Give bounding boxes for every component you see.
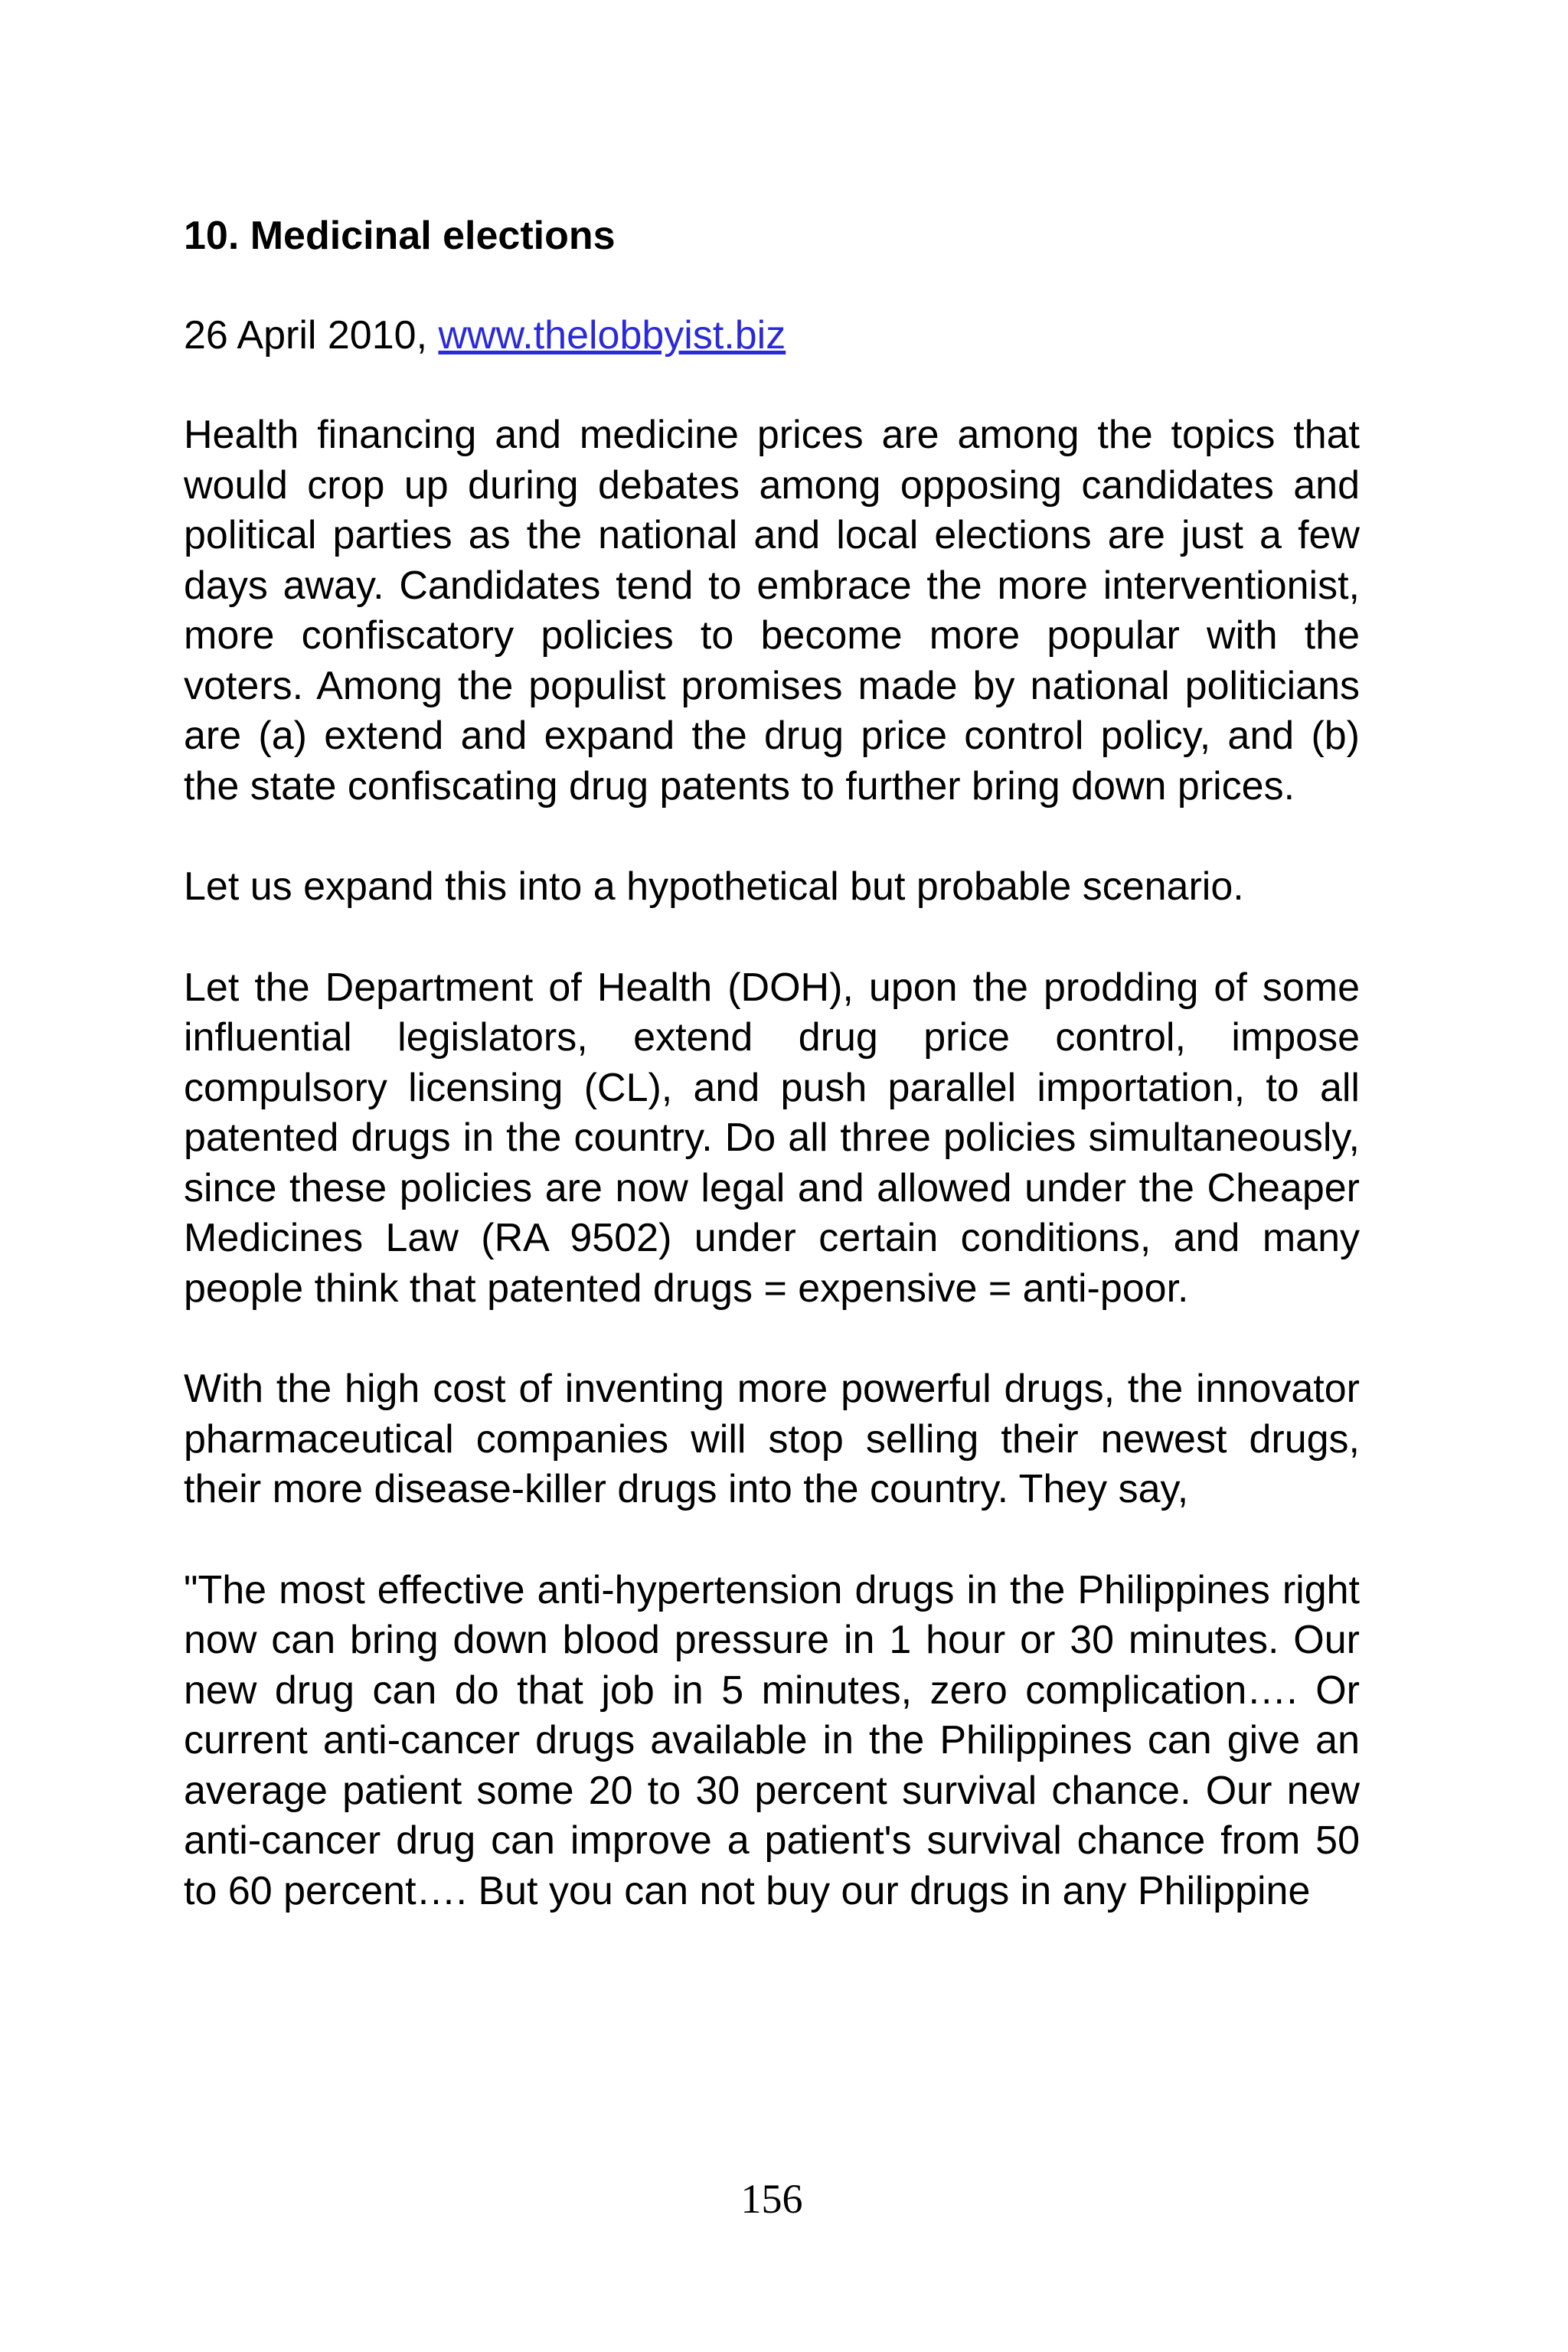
paragraph: "The most effective anti-hypertension drugs in the Philippines right now can bring down blood pressure in 1 hour or 30 minutes. Our new drug can do that job in 5 minutes, zero complication…. Or current anti-cancer drugs available in the Philippines can give an average patient some 20 to 30 percent survival chance. Our new anti-cancer drug can improve a patient's survival chance from 50 to 60 percent…. But you can not buy our drugs in any Philippine: [184, 1567, 1360, 1913]
chapter-title: 10. Medicinal elections: [184, 214, 616, 258]
publication-date: 26 April 2010,: [184, 313, 439, 358]
body-text: [184, 410, 1360, 1967]
page-number: 156: [740, 2176, 803, 2222]
dateline: [184, 311, 786, 360]
paragraph: Health financing and medicine prices are among the topics that would crop up during debates among opposing candidates and political parties as the national and local elections are just a few days away. Candidates tend to embrace the more interventionist, more confiscatory policies to become more popular with the voters. Among the populist promises made by national politicians are (a) extend and expand the drug price control policy, and (b) the state confiscating drug patents to further bring down prices.: [184, 413, 1360, 808]
paragraph: Let us expand this into a hypothetical but probable scenario.: [184, 864, 1244, 909]
paragraph: With the high cost of inventing more powerful drugs, the innovator pharmaceutical companies will stop selling their newest drugs, their more disease-killer drugs into the country. They say,: [184, 1367, 1360, 1511]
source-link[interactable]: www.thelobbyist.biz: [438, 313, 786, 358]
document-page: [184, 0, 1360, 2352]
paragraph: Let the Department of Health (DOH), upon the prodding of some influential legislators, extend drug price control, impose compulsory licensing (CL), and push parallel importation, to all patented drugs in the country. Do all three policies simultaneously, since these policies are now legal and allowed under the Cheaper Medicines Law (RA 9502) under certain conditions, and many people think that patented drugs = expensive = anti-poor.: [184, 965, 1360, 1311]
